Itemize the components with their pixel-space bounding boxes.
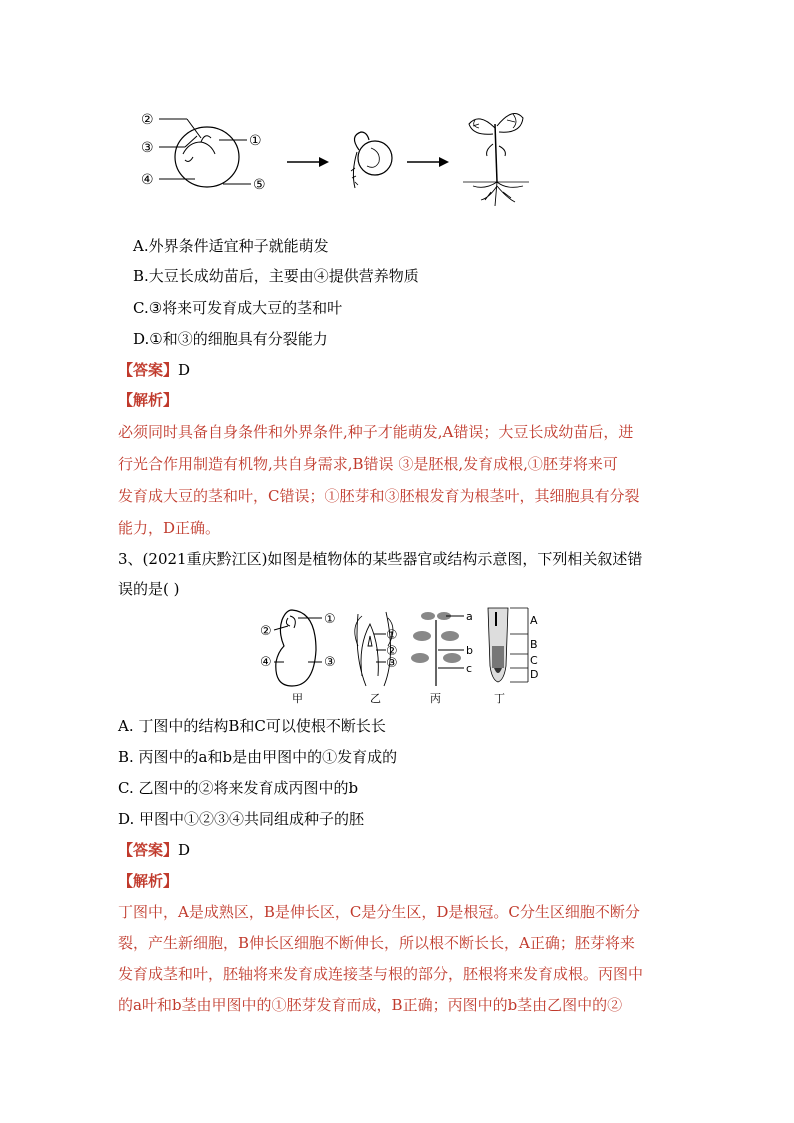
panel-label: 甲: [292, 692, 303, 705]
answer-value: D: [178, 841, 191, 859]
answer-tag: 【答案】: [118, 841, 179, 859]
option-a: A.外界条件适宜种子就能萌发: [133, 237, 329, 255]
answer-value: D: [178, 361, 191, 379]
bing-label: c: [466, 662, 473, 675]
panel-label: 丙: [430, 692, 441, 705]
bing-label: b: [466, 644, 473, 657]
option-b: B.大豆长成幼苗后，主要由④提供营养物质: [133, 267, 419, 285]
seed-germination-figure: [135, 102, 555, 212]
answer-row: [118, 360, 190, 380]
plant-structure-figure: [258, 606, 548, 706]
ding-label: A: [530, 614, 538, 627]
analysis-line: 的a叶和b茎由甲图中的①胚芽发育而成，B正确；丙图中的b茎由乙图中的②: [118, 996, 623, 1014]
analysis-line: 能力，D正确。: [118, 519, 221, 537]
panel-label: 丁: [494, 692, 505, 705]
option-a: A. 丁图中的结构B和C可以使根不断长长: [118, 717, 386, 735]
option-c: C.③将来可发育成大豆的茎和叶: [133, 299, 343, 317]
jia-label: ②: [260, 624, 272, 639]
analysis-tag: 【解析】: [118, 391, 179, 409]
analysis-line: 行光合作用制造有机物,共自身需求,B错误 ③是胚根,发育成根,①胚芽将来可: [118, 455, 618, 473]
bing-label: a: [466, 610, 473, 623]
question-stem: 误的是( ): [118, 580, 180, 598]
fig1-label: ②: [141, 112, 154, 128]
analysis-line: 丁图中，A是成熟区，B是伸长区，C是分生区，D是根冠。C分生区细胞不断分: [118, 903, 640, 921]
fig1-label: ③: [141, 140, 154, 156]
ding-label: B: [530, 638, 538, 651]
ding-label: C: [530, 654, 538, 667]
option-d: D. 甲图中①②③④共同组成种子的胚: [118, 810, 365, 828]
fig1-label: ⑤: [253, 177, 266, 193]
option-c: C. 乙图中的②将来发育成丙图中的b: [118, 779, 359, 797]
yi-label: ②: [386, 644, 398, 659]
answer-tag: 【答案】: [118, 361, 179, 379]
fig1-label: ④: [141, 172, 154, 188]
panel-label: 乙: [370, 692, 381, 705]
analysis-line: 必须同时具备自身条件和外界条件,种子才能萌发,A错误；大豆长成幼苗后，进: [118, 423, 634, 441]
jia-label: ③: [324, 655, 336, 670]
yi-label: ③: [386, 656, 398, 671]
ding-label: D: [530, 668, 539, 681]
answer-row: [118, 840, 190, 860]
question-stem: 3、(2021重庆黔江区)如图是植物体的某些器官或结构示意图，下列相关叙述错: [118, 550, 643, 568]
jia-label: ④: [260, 655, 272, 670]
yi-label: ①: [386, 628, 398, 643]
option-d: D.①和③的细胞具有分裂能力: [133, 330, 328, 348]
analysis-tag: 【解析】: [118, 872, 179, 890]
analysis-line: 发育成茎和叶，胚轴将来发育成连接茎与根的部分，胚根将来发育成根。丙图中: [118, 965, 644, 983]
option-b: B. 丙图中的a和b是由甲图中的①发育成的: [118, 748, 398, 766]
jia-label: ①: [324, 612, 336, 627]
analysis-line: 发育成大豆的茎和叶，C错误；①胚芽和③胚根发育为根茎叶，其细胞具有分裂: [118, 487, 640, 505]
fig1-label: ①: [249, 133, 262, 149]
analysis-line: 裂，产生新细胞，B伸长区细胞不断伸长，所以根不断长长，A正确；胚芽将来: [118, 934, 635, 952]
